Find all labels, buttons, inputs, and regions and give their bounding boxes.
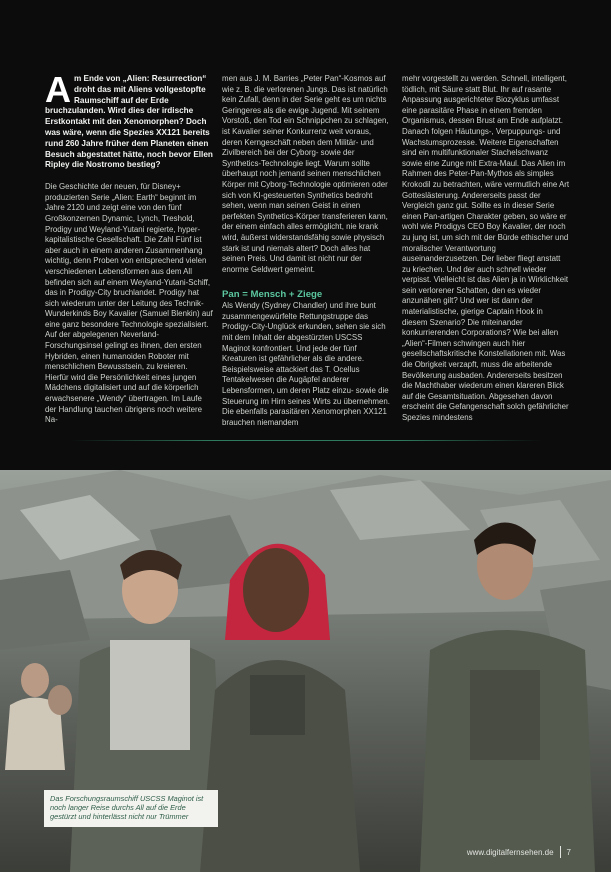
body-paragraph: mehr vorgestellt zu werden. Schnell, intelligent, tödlich, mit Säure statt Blut. Ihr auf rasante Anpassung ausgerichteter Biozyklus umfasst eine parasitäre Phase in einem fremden Organismus, dessen Brust am Ende aufplatzt. Danach folgen Häutungs-, Verpuppungs- und Wachstumsprozesse. Weitere Eigenschaften sind ein multifunktionaler Stachelschwanz sowie eine Zunge mit Extra-Maul. Das Alien im Rahmen des Peter-Pan-Mythos als simples Krokodil zu betrachten, wäre vermutlich eine Art Gotteslästerung. Andererseits passt der Vergleich ganz gut. Sollte es in dieser Serie einen Pan-artigen Charakter geben, so wäre er wohl wie Prodigys CEO Boy Kavalier, der noch zu jung ist, um sich mit der Bürde ethischer und moralischer Verantwortung auseinanderzusetzen. Der lieber fliegt anstatt zu kriechen. Und der auch schnell wieder verpisst. Vielleicht ist das Alien ja in Wirklichkeit sein verlorener Schatten, den es wieder anzunähen gilt? Und wer ist dann der materialistische, gierige Captain Hook in diesem Szenario? Die miteinander konkurrierenden Corporations? Wie bei allen „Alien“-Filmen schwingen auch hier gesellschaftskritische Konstellationen mit. Was die Obrigkeit verzapft, muss die arbeitende Bevölkerung ausbaden. Andererseits besitzen die Machthaber wiederum einen klareren Blick auf die Gesamtsituation. Abgesehen davon erscheint die Gefangenschaft solch gefährlicher Spezies mindestens — [402, 74, 570, 422]
article-column-2 — [222, 74, 390, 439]
section-subheading: Pan = Mensch + Ziege — [222, 289, 323, 301]
drop-cap: A — [45, 69, 71, 110]
section-divider — [70, 440, 542, 441]
scene-photo — [0, 470, 611, 872]
article-column-1 — [45, 69, 213, 437]
page-number: 7 — [566, 847, 571, 857]
footer-url[interactable]: www.digitalfernsehen.de — [466, 847, 554, 857]
lead-text: m Ende von „Alien: Resurrection“ droht das mit Aliens vollgestopfte Raumschiff auf der Erde bruchzulanden. Wird dies der irdische Erstkontakt mit den Xenomorphen? Doch was wäre, wenn die Spezies XX121 bereits rund 260 Jahre früher dem Planeten einen Besuch abgestattet hätte, noch bevor Ellen Ripley die Nostromo bestieg? — [45, 74, 213, 170]
article-lead — [45, 69, 213, 171]
article-column-3 — [402, 74, 570, 435]
body-paragraph: men aus J. M. Barries „Peter Pan“-Kosmos auf wie z. B. die verlorenen Jungs. Das ist natürlich kein Zufall, denn in der Serie geht es um nichts Geringeres als die ewige Jugend. Mit seinem Vorstoß, den Tod ein Schnippchen zu schlagen, ist Kavalier seiner Konkurrenz weit voraus, deren Kerngeschäft neben dem Militär- und Zivilbereich bei der Cyborg- sowie der Synthetics-Technologie liegt. Warum sollte überhaupt noch jemand seinen menschlichen Körper mit Cyborg-Technologie optimieren oder sich von KI-gesteuerten Synthetics bedroht sehen, wenn man seinen Geist in einen perfekten Synthetics-Körper transferieren kann, der einem einfach alles ermöglicht, nie krank wird, äußerst widerstandsfähig sowie physisch stark ist und niemals altert? Doch alles hat seinen Preis. Und damit ist nicht nur der enorme Geldwert gemeint. — [222, 74, 389, 274]
photo-caption: Das Forschungsraumschiff USCSS Maginot ist noch langer Reise durchs All auf die Erde gestürzt und hinterlässt nicht nur Trümmer — [44, 790, 218, 827]
page-footer — [467, 846, 571, 858]
body-paragraph: Als Wendy (Sydney Chandler) und ihre bunt zusammengewürfelte Rettungstruppe das Prodigy-City-Unglück erkunden, sehen sie sich mit dem Inhalt der abgestürzten USCSS Maginot konfrontiert. Und jede der fünf Kreaturen ist gefährlicher als die andere. Beispielsweise attackiert das T. Ocellus Tentakelwesen die Augäpfel anderer Lebensformen, um deren Platz einzu- sowie die Steuerung im Hirn seines Wirts zu übernehmen. Die ebenfalls parasitären Xenomorphen XX121 brauchen niemandem — [222, 301, 390, 427]
footer-separator — [560, 846, 561, 858]
body-paragraph: Die Geschichte der neuen, für Disney+ produzierten Serie „Alien: Earth“ beginnt im Jahre 2120 und zeigt eine von den fünf Großkonzernen Dynamic, Lynch, Treshold, Prodigy und Weyland-Yutani regierte, hyper-kapitalistische Gesellschaft. Die Zahl Fünf ist aber auch in einem anderen Zusammenhang wichtig, denn Proben von entsprechend vielen verschiedenen Lebensformen aus dem All befinden sich auf einem Weyland-Yutani-Schiff, das in Prodigy-City bruchlandet. Prodigy hat sich wiederum unter der Leitung des Technik-Wunderkinds Boy Kavalier (Samuel Blenkin) auf eine ganz besondere Technologie spezialisiert. Auf der abgelegenen Neverland-Forschungsinsel gelingt es ihnen, den ersten Hybriden, einen humanoiden Roboter mit menschlichem Bewusstsein, zu kreieren. Hierfür wird die Persönlichkeit eines jungen Mädchens digitalisiert und auf die körperlich erwachsenere „Wendy“ übertragen. Im Laufe der Handlung tauchen übrigens noch weitere Na- — [45, 182, 213, 425]
